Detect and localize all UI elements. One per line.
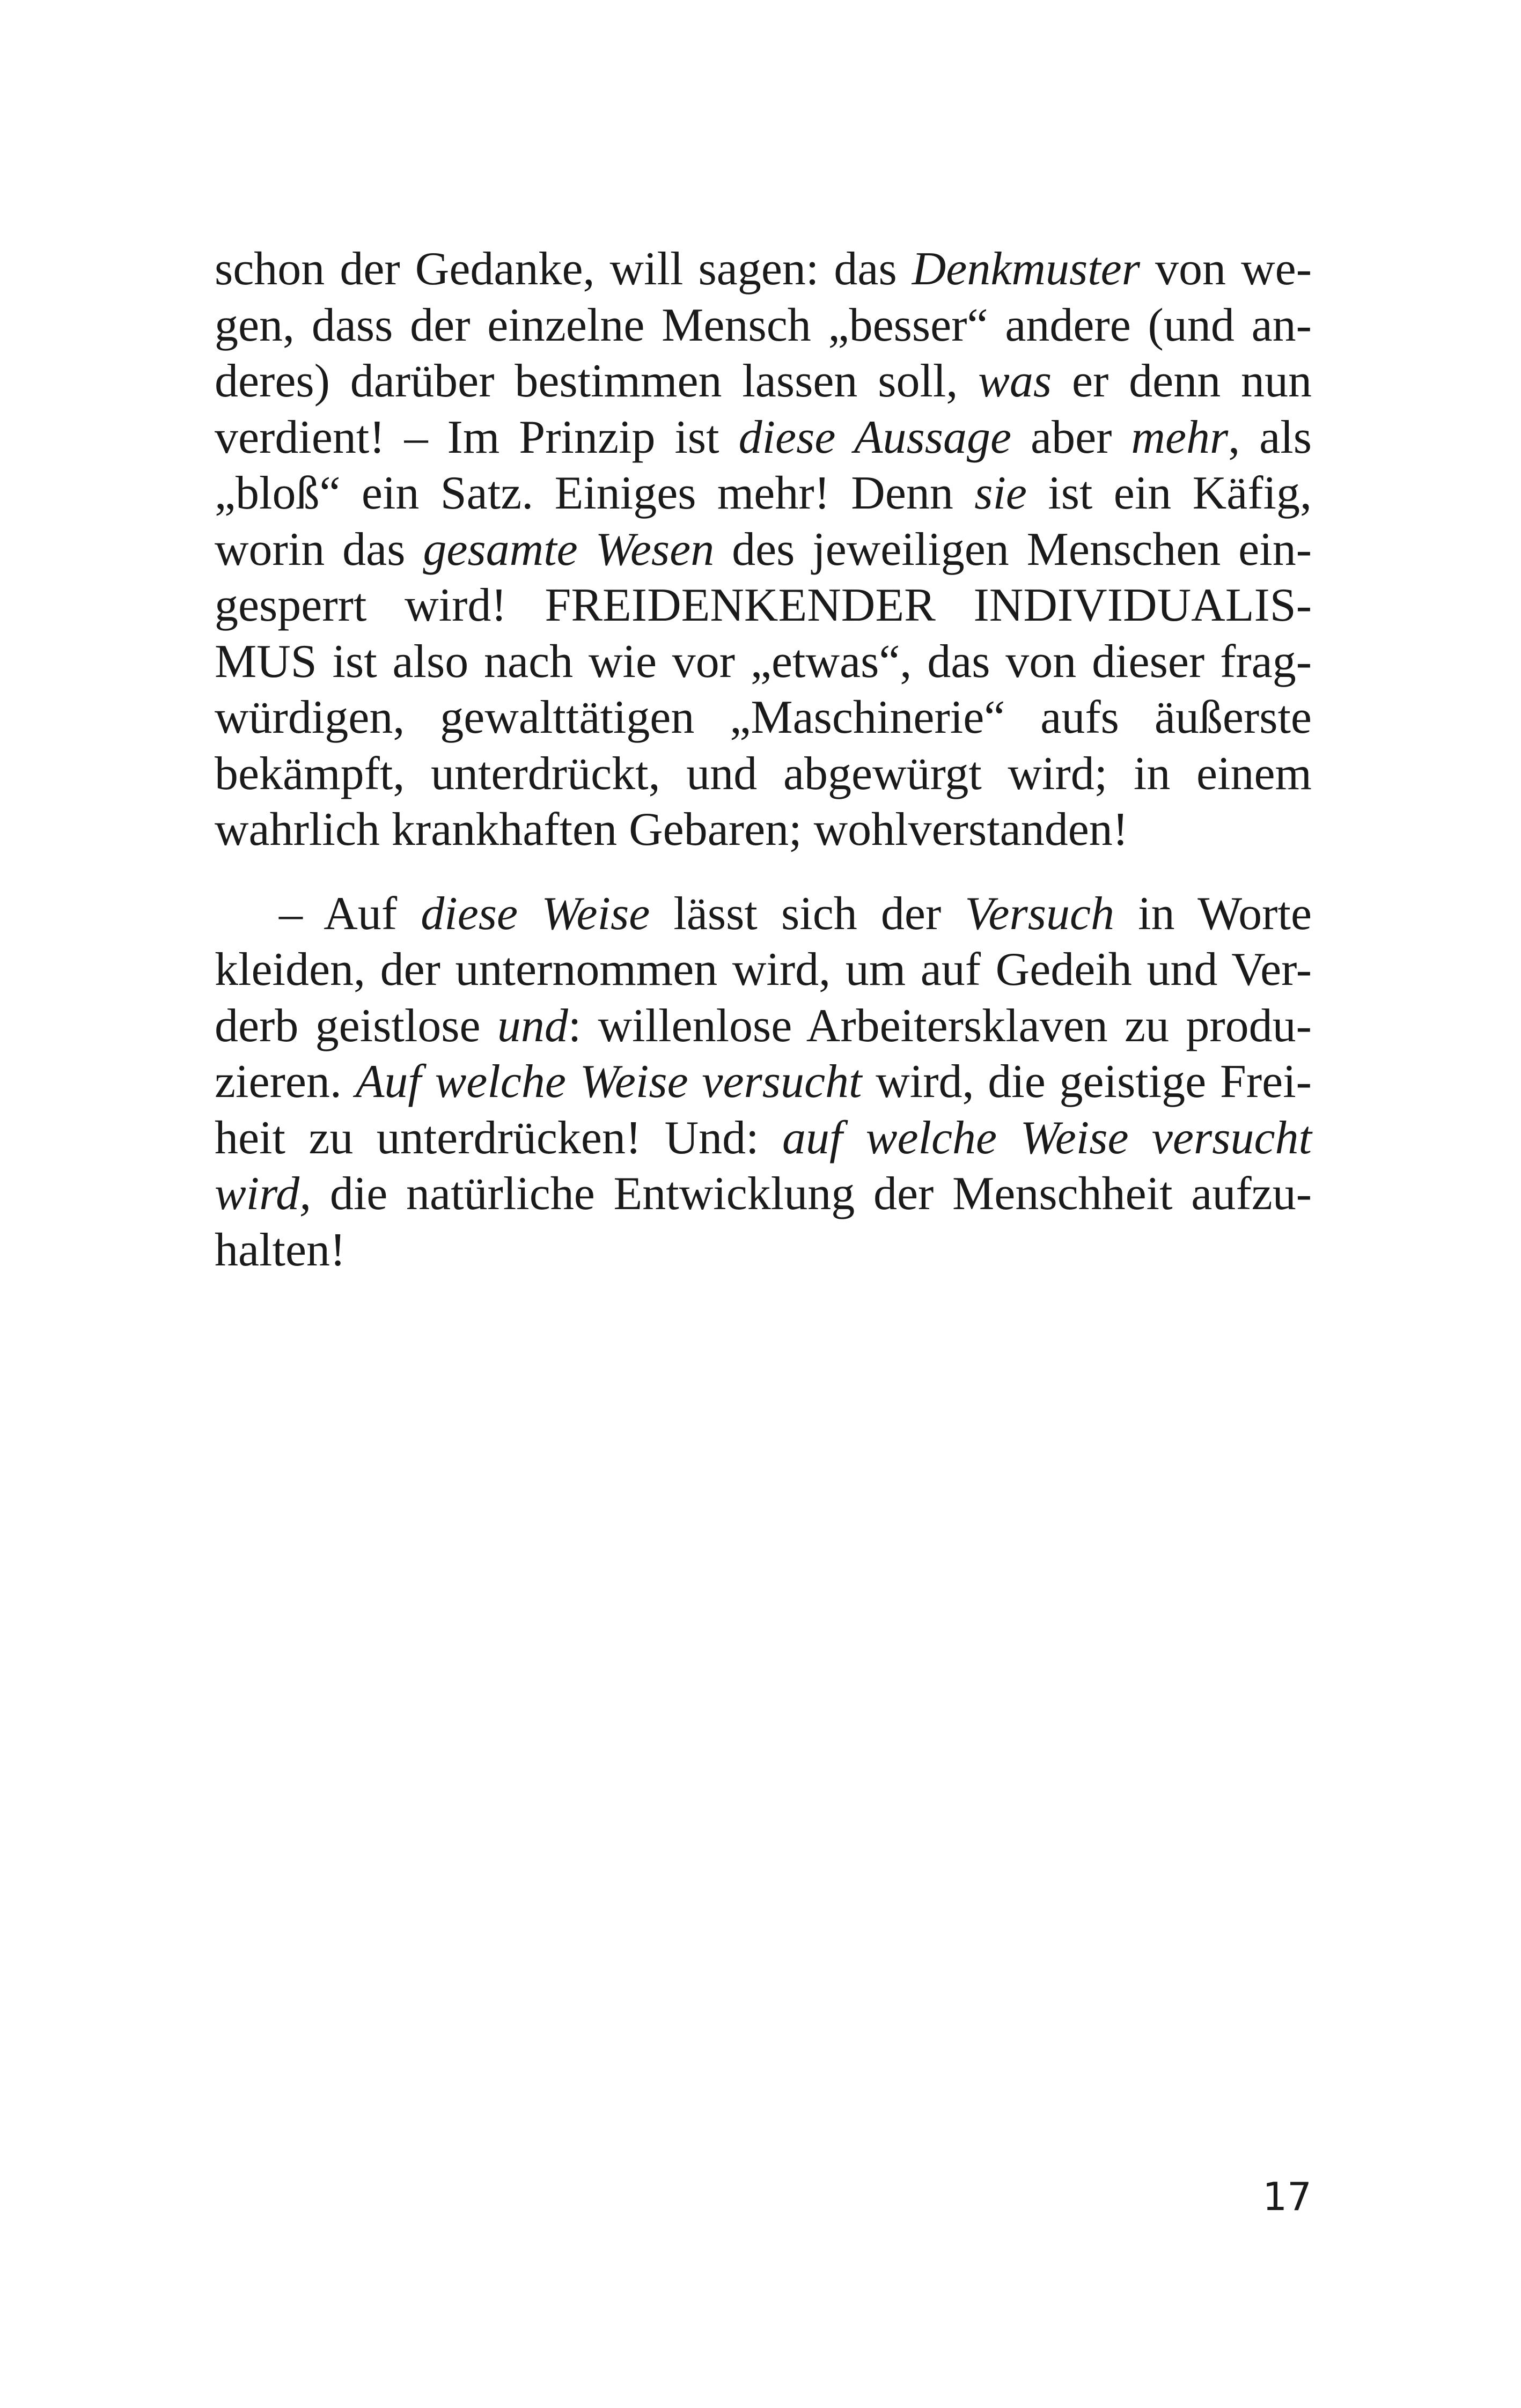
text-run: er denn nun [1052,355,1312,407]
text-line [215,942,1312,998]
italic-run: Denkmuster [912,243,1140,295]
italic-run: auf welche Weise versucht [782,1111,1312,1164]
text-run: aber [1011,411,1131,463]
text-run: , als [1228,411,1312,463]
text-line [215,1110,1312,1167]
italic-run: Versuch [965,887,1115,940]
text-run: worin das [215,523,423,576]
italic-run: sie [974,467,1027,519]
text-run: wahrlich krankhaften Gebaren; wohlverstanden! [215,804,1129,856]
paragraph [215,241,1312,858]
text-run: deres) darüber bestimmen lassen soll, [215,355,979,407]
text-line [215,886,1312,942]
text-run: würdigen, gewalttätigen „Maschinerie“ aufs äußerste [215,691,1312,743]
text-run: die natürliche Entwicklung der Menschheit aufzu- [311,1168,1312,1220]
text-run: MUS ist also nach wie vor „etwas“, das von dieser frag- [215,635,1312,688]
text-line [215,410,1312,466]
italic-run: diese Aussage [738,411,1012,463]
text-line [215,522,1312,578]
italic-run: mehr [1131,411,1229,463]
text-line [215,1166,1312,1223]
text-run: lässt sich der [650,887,965,940]
text-run: ist ein Käfig, [1027,467,1312,519]
paragraph-gap [215,858,1312,886]
body-text [215,241,1312,1278]
text-line [215,1223,1312,1279]
italic-run: Auf welche Weise versucht [355,1056,862,1108]
italic-run: und [497,999,568,1052]
text-line [215,466,1312,522]
text-run: derb geistlose [215,999,497,1052]
text-line [215,354,1312,410]
text-line [215,746,1312,802]
text-line [215,998,1312,1055]
text-run: des jeweiligen Menschen ein- [714,523,1312,576]
italic-run: gesamte Wesen [423,523,715,576]
text-run: in Worte [1114,887,1312,940]
text-run: gen, dass der einzelne Mensch „besser“ andere (und an- [215,299,1312,351]
text-run: schon der Gedanke, will sagen: das [215,243,912,295]
text-run: bekämpft, unterdrückt, und abgewürgt wird; in einem [215,747,1312,800]
text-line [215,690,1312,746]
text-run: halten! [215,1224,346,1276]
text-line [215,634,1312,690]
text-line [215,1054,1312,1110]
text-line [215,802,1312,858]
text-run: kleiden, der unternommen wird, um auf Gedeih und Ver- [215,944,1312,996]
text-run: von we- [1140,243,1312,295]
text-run: : willenlose Arbeitersklaven zu produ- [568,999,1312,1052]
text-line [215,241,1312,298]
text-run: zieren. [215,1056,356,1108]
text-run: wird, die geistige Frei- [862,1056,1312,1108]
page-number: 17 [1262,2174,1312,2219]
italic-run: diese Weise [421,887,650,940]
text-line [215,578,1312,634]
italic-run: was [978,355,1052,407]
text-run: „bloß“ ein Satz. Einiges mehr! Denn [215,467,975,519]
text-run: heit zu unterdrücken! Und: [215,1111,782,1164]
italic-run: wird, [215,1168,312,1220]
text-run: verdient! – Im Prinzip ist [215,411,739,463]
text-line [215,298,1312,354]
text-run: gesperrt wird! FREIDENKENDER INDIVIDUALIS- [215,579,1312,631]
text-run: – Auf [279,887,421,940]
paragraph [215,886,1312,1279]
